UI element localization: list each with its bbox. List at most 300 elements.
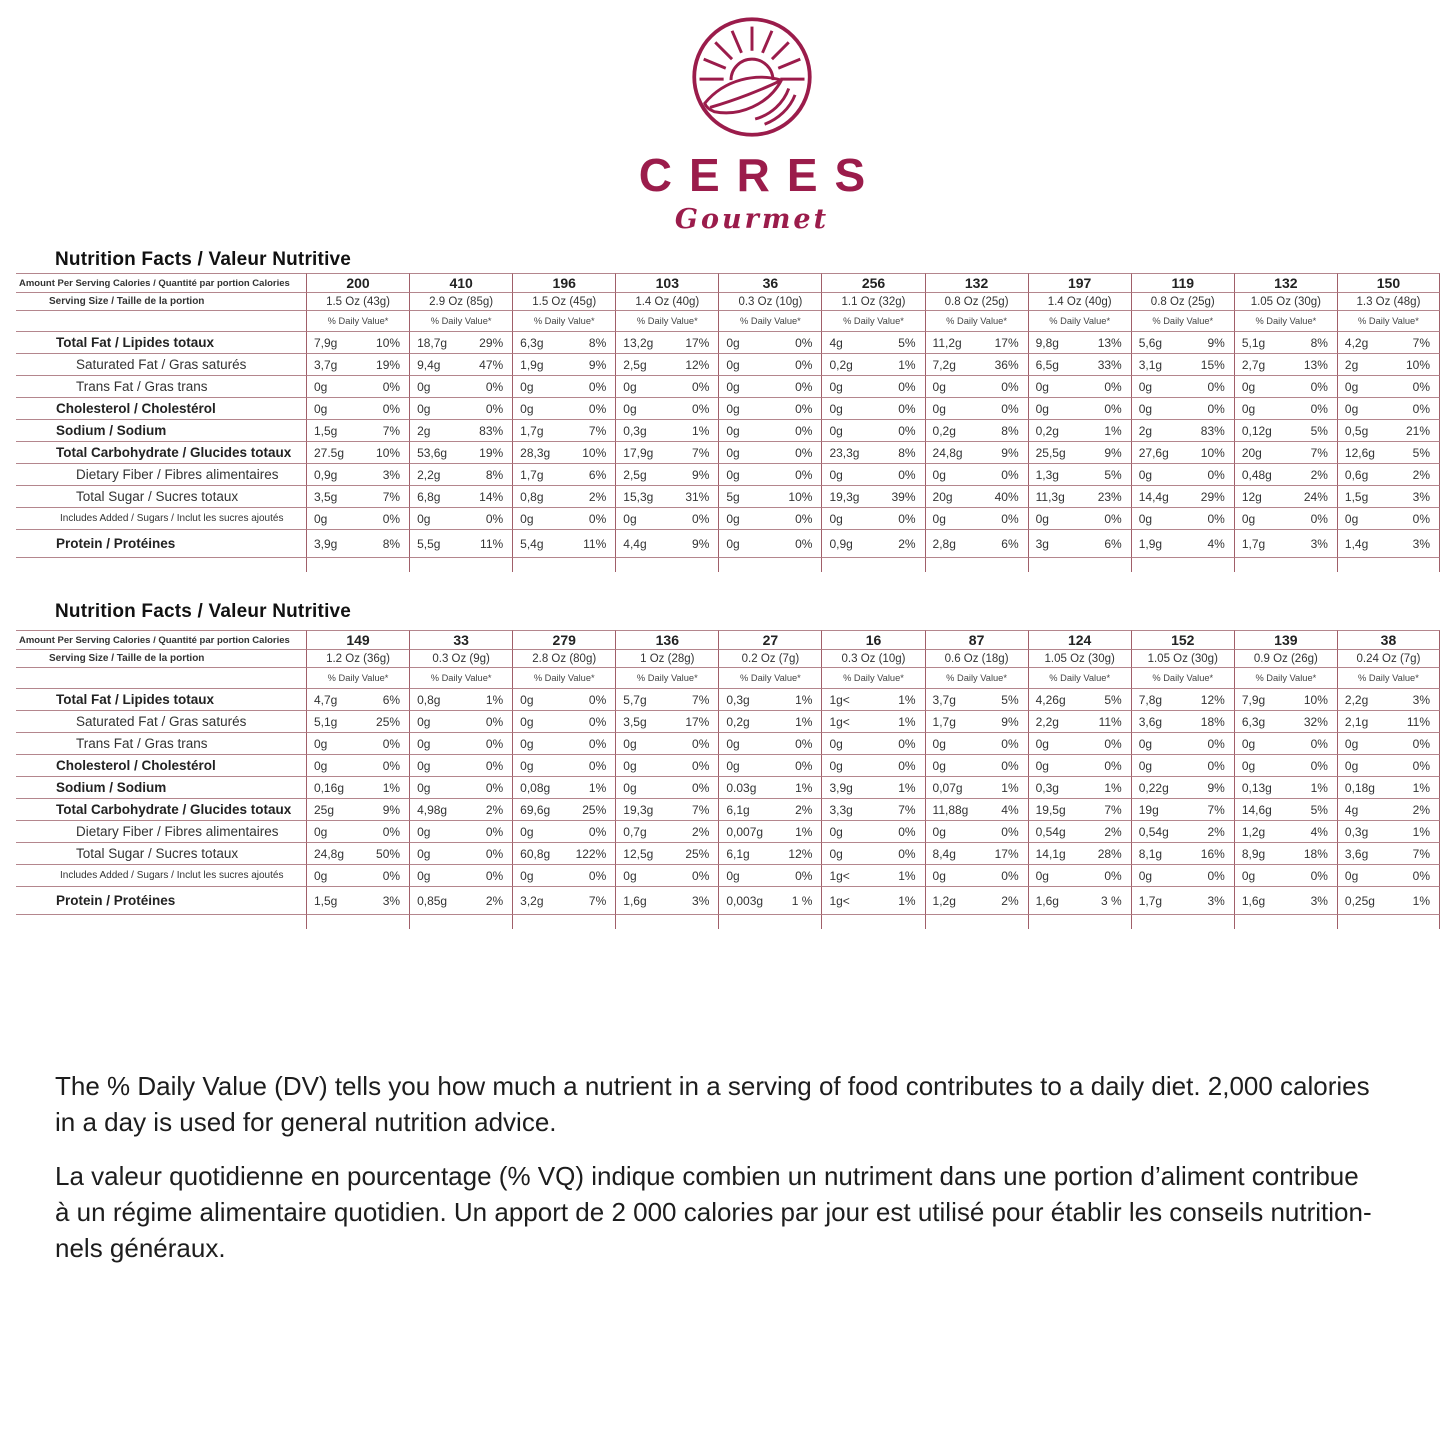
- daily-value-label: % Daily Value*: [1234, 668, 1337, 689]
- calories-row-label: Amount Per Serving Calories / Quantité par portion Calories: [16, 273, 306, 293]
- nutrient-value-cell: [512, 376, 615, 398]
- nutrient-amount: 0g: [417, 780, 431, 795]
- nutrient-value-cell: [1234, 398, 1337, 420]
- nutrient-percent: 10%: [1405, 357, 1430, 372]
- nutrient-value-cell: [409, 464, 512, 486]
- nutrient-value-cell: [1234, 887, 1337, 915]
- table-bottom-spacer: [1028, 915, 1131, 929]
- calories-value: 119: [1131, 273, 1234, 293]
- nutrient-percent: 17%: [994, 335, 1019, 350]
- serving-size: 0.24 Oz (7g): [1337, 650, 1440, 668]
- nutrient-value-cell: [409, 865, 512, 887]
- nutrient-value-cell: [925, 442, 1028, 464]
- nutrient-percent: 10%: [582, 445, 607, 460]
- calories-value: 279: [512, 630, 615, 650]
- nutrient-percent: 1%: [485, 692, 504, 707]
- nutrient-amount: 0,3g: [623, 423, 647, 438]
- nutrient-amount: 5,6g: [1138, 335, 1163, 350]
- nutrition-table-2: [16, 630, 1440, 929]
- serving-size: 0.8 Oz (25g): [1131, 293, 1234, 311]
- nutrient-value-cell: [1337, 530, 1440, 558]
- nutrient-amount: 3g: [1035, 536, 1049, 551]
- nutrient-amount: 0g: [1344, 379, 1359, 394]
- serving-size: 0.2 Oz (7g): [718, 650, 821, 668]
- nutrient-amount: 1,2g: [932, 893, 956, 908]
- nutrient-label: Dietary Fiber / Fibres alimentaires: [16, 821, 306, 843]
- nutrient-amount: 0g: [1035, 758, 1049, 773]
- nutrient-amount: 1,5g: [1344, 489, 1369, 504]
- daily-value-label: % Daily Value*: [925, 311, 1028, 332]
- nutrient-percent: 19%: [376, 357, 401, 372]
- nutrient-value-cell: [615, 777, 718, 799]
- nutrient-percent: 0%: [382, 379, 401, 394]
- nutrient-percent: 0%: [1207, 467, 1225, 482]
- nutrient-value-cell: [306, 464, 409, 486]
- nutrient-value-cell: [615, 755, 718, 777]
- nutrient-amount: 0g: [520, 401, 534, 416]
- daily-value-label: % Daily Value*: [409, 668, 512, 689]
- nutrient-amount: 14,1g: [1035, 846, 1066, 861]
- nutrient-percent: 2%: [898, 536, 916, 551]
- calories-value: 200: [306, 273, 409, 293]
- nutrient-percent: 17%: [994, 846, 1019, 861]
- nutrient-value-cell: [1234, 865, 1337, 887]
- nutrient-value-cell: [925, 332, 1028, 354]
- nutrient-amount: 0g: [623, 780, 637, 795]
- nutrient-value-cell: [409, 442, 512, 464]
- daily-value-label: % Daily Value*: [718, 668, 821, 689]
- nutrient-value-cell: [1337, 733, 1440, 755]
- serving-size: 0.3 Oz (10g): [718, 293, 821, 311]
- nutrient-amount: 0g: [1138, 868, 1153, 883]
- nutrient-percent: 0%: [1207, 379, 1225, 394]
- nutrient-value-cell: [306, 442, 409, 464]
- nutrient-amount: 20g: [1241, 445, 1262, 460]
- nutrient-percent: 3%: [1310, 536, 1328, 551]
- nutrient-value-cell: [1131, 865, 1234, 887]
- nutrient-amount: 1,7g: [1241, 536, 1266, 551]
- nutrient-amount: 2,5g: [623, 357, 647, 372]
- daily-value-row-spacer: [16, 668, 306, 689]
- nutrient-value-cell: [306, 865, 409, 887]
- nutrient-amount: 0g: [520, 379, 534, 394]
- nutrient-amount: 0g: [520, 736, 534, 751]
- nutrient-percent: 0%: [588, 824, 607, 839]
- nutrient-percent: 9%: [1207, 335, 1225, 350]
- nutrient-percent: 1%: [1104, 780, 1122, 795]
- nutrient-value-cell: [512, 420, 615, 442]
- nutrient-amount: 3,6g: [1138, 714, 1163, 729]
- nutrient-percent: 0%: [1310, 511, 1328, 526]
- nutrient-value-cell: [306, 821, 409, 843]
- nutrient-percent: 0%: [1104, 511, 1122, 526]
- nutrient-value-cell: [1337, 865, 1440, 887]
- nutrient-percent: 10%: [376, 445, 401, 460]
- nutrient-amount: 0g: [1035, 736, 1049, 751]
- daily-value-label: % Daily Value*: [1337, 668, 1440, 689]
- nutrient-percent: 0%: [1412, 379, 1430, 394]
- nutrient-value-cell: [1131, 354, 1234, 376]
- nutrient-amount: 1,5g: [314, 423, 338, 438]
- nutrient-amount: 0g: [520, 758, 534, 773]
- nutrient-percent: 1 %: [791, 893, 813, 908]
- nutrient-percent: 5%: [1104, 692, 1122, 707]
- nutrient-amount: 0g: [1035, 868, 1049, 883]
- nutrient-value-cell: [1028, 689, 1131, 711]
- nutrient-amount: 0,07g: [932, 780, 963, 795]
- nutrient-amount: 0g: [520, 511, 534, 526]
- nutrient-percent: 0%: [898, 467, 916, 482]
- nutrient-percent: 1%: [692, 423, 710, 438]
- nutrient-percent: 31%: [685, 489, 710, 504]
- nutrient-value-cell: [821, 733, 924, 755]
- nutrient-value-cell: [821, 843, 924, 865]
- nutrient-amount: 0g: [1241, 401, 1256, 416]
- table-bottom-spacer: [1234, 915, 1337, 929]
- nutrient-percent: 25%: [685, 846, 710, 861]
- nutrient-amount: 0,13g: [1241, 780, 1272, 795]
- nutrient-amount: 0g: [726, 536, 740, 551]
- nutrient-percent: 0%: [588, 511, 607, 526]
- nutrient-percent: 7%: [1310, 445, 1328, 460]
- nutrient-amount: 24,8g: [314, 846, 345, 861]
- nutrient-percent: 7%: [382, 423, 401, 438]
- nutrient-value-cell: [615, 354, 718, 376]
- nutrient-value-cell: [409, 843, 512, 865]
- nutrient-amount: 7,2g: [932, 357, 956, 372]
- nutrient-value-cell: [409, 420, 512, 442]
- nutrient-percent: 0%: [485, 824, 504, 839]
- nutrient-percent: 2%: [795, 802, 813, 817]
- nutrient-value-cell: [512, 442, 615, 464]
- nutrient-amount: 0g: [726, 401, 740, 416]
- calories-value: 149: [306, 630, 409, 650]
- nutrient-percent: 36%: [994, 357, 1019, 372]
- nutrient-amount: 0,003g: [726, 893, 764, 908]
- nutrient-amount: 0,18g: [1344, 780, 1375, 795]
- nutrient-label: Cholesterol / Cholestérol: [16, 398, 306, 420]
- nutrient-amount: 12,5g: [623, 846, 654, 861]
- nutrient-percent: 28%: [1097, 846, 1122, 861]
- nutrient-amount: 0g: [1138, 379, 1153, 394]
- nutrient-value-cell: [718, 420, 821, 442]
- nutrient-percent: 0%: [795, 536, 813, 551]
- nutrient-amount: 0g: [314, 736, 328, 751]
- nutrient-amount: 0g: [1138, 511, 1153, 526]
- nutrient-amount: 0g: [314, 868, 328, 883]
- serving-size: 0.9 Oz (26g): [1234, 650, 1337, 668]
- nutrient-value-cell: [1337, 843, 1440, 865]
- brand-name: CERES: [638, 149, 883, 201]
- daily-value-label: % Daily Value*: [1131, 668, 1234, 689]
- calories-value: 103: [615, 273, 718, 293]
- nutrient-value-cell: [512, 843, 615, 865]
- nutrient-value-cell: [1028, 530, 1131, 558]
- nutrient-percent: 17%: [685, 335, 710, 350]
- nutrient-amount: 0g: [314, 379, 328, 394]
- nutrient-amount: 0,54g: [1138, 824, 1169, 839]
- nutrient-value-cell: [925, 799, 1028, 821]
- calories-value: 150: [1337, 273, 1440, 293]
- nutrient-value-cell: [718, 354, 821, 376]
- sun-over-field-logo-icon: [689, 14, 815, 140]
- nutrient-amount: 7,8g: [1138, 692, 1163, 707]
- nutrient-value-cell: [718, 711, 821, 733]
- nutrient-percent: 0%: [692, 379, 710, 394]
- nutrient-label: Includes Added / Sugars / Inclut les sucres ajoutés: [16, 865, 306, 887]
- nutrient-amount: 0,7g: [623, 824, 647, 839]
- nutrient-amount: 1,6g: [623, 893, 647, 908]
- nutrient-amount: 0,8g: [520, 489, 544, 504]
- nutrient-value-cell: [1234, 843, 1337, 865]
- nutrient-percent: 0%: [898, 758, 916, 773]
- nutrient-amount: 0g: [1138, 736, 1153, 751]
- nutrient-percent: 2%: [485, 893, 504, 908]
- nutrient-percent: 10%: [788, 489, 813, 504]
- nutrient-amount: 0g: [829, 824, 843, 839]
- nutrient-value-cell: [1028, 865, 1131, 887]
- nutrient-value-cell: [615, 508, 718, 530]
- table-bottom-spacer: [409, 558, 512, 572]
- nutrient-percent: 3%: [382, 893, 401, 908]
- nutrient-amount: 0g: [1035, 401, 1049, 416]
- nutrient-amount: 9,4g: [417, 357, 441, 372]
- nutrient-amount: 0g: [1241, 511, 1256, 526]
- nutrient-amount: 18,7g: [417, 335, 448, 350]
- nutrient-label: Sodium / Sodium: [16, 777, 306, 799]
- nutrient-label: Total Fat / Lipides totaux: [16, 332, 306, 354]
- nutrient-percent: 12%: [685, 357, 710, 372]
- serving-size: 1.2 Oz (36g): [306, 650, 409, 668]
- nutrient-percent: 3%: [1412, 536, 1430, 551]
- nutrient-percent: 25%: [376, 714, 401, 729]
- nutrient-percent: 14%: [479, 489, 504, 504]
- nutrient-amount: 0g: [520, 692, 534, 707]
- table-bottom-spacer: [718, 915, 821, 929]
- nutrient-amount: 0g: [314, 401, 328, 416]
- nutrient-amount: 0g: [829, 846, 843, 861]
- nutrient-value-cell: [1234, 354, 1337, 376]
- daily-value-label: % Daily Value*: [512, 311, 615, 332]
- nutrient-value-cell: [1131, 442, 1234, 464]
- nutrient-percent: 2%: [1412, 467, 1430, 482]
- nutrient-amount: 8,4g: [932, 846, 956, 861]
- nutrient-value-cell: [1337, 420, 1440, 442]
- nutrient-percent: 0%: [1310, 758, 1328, 773]
- nutrient-value-cell: [1337, 464, 1440, 486]
- nutrient-amount: 5,5g: [417, 536, 441, 551]
- nutrient-value-cell: [821, 332, 924, 354]
- nutrient-value-cell: [512, 755, 615, 777]
- daily-value-label: % Daily Value*: [409, 311, 512, 332]
- brand: [592, 14, 912, 235]
- nutrient-percent: 0%: [485, 511, 504, 526]
- nutrient-value-cell: [821, 777, 924, 799]
- nutrient-percent: 9%: [1207, 780, 1225, 795]
- footer-en-line1: The % Daily Value (DV) tells you how much a nutrient in a serving of food contributes to a daily diet. 2,000 calories: [55, 1071, 1370, 1101]
- nutrient-percent: 6%: [1001, 536, 1019, 551]
- nutrient-percent: 0%: [1001, 467, 1019, 482]
- nutrient-percent: 0%: [692, 736, 710, 751]
- table-bottom-spacer: [306, 915, 409, 929]
- nutrient-value-cell: [718, 530, 821, 558]
- table-bottom-spacer: [1337, 915, 1440, 929]
- nutrient-amount: 3,7g: [314, 357, 338, 372]
- serving-size: 1.05 Oz (30g): [1131, 650, 1234, 668]
- table-bottom-spacer: [1028, 558, 1131, 572]
- nutrient-amount: 0g: [1344, 758, 1359, 773]
- nutrient-value-cell: [615, 843, 718, 865]
- nutrient-percent: 1%: [1310, 780, 1328, 795]
- nutrient-value-cell: [615, 821, 718, 843]
- nutrient-percent: 3%: [1412, 692, 1430, 707]
- nutrient-value-cell: [821, 887, 924, 915]
- nutrient-value-cell: [925, 508, 1028, 530]
- serving-size: 1.5 Oz (43g): [306, 293, 409, 311]
- nutrient-value-cell: [821, 398, 924, 420]
- nutrient-amount: 1,9g: [1138, 536, 1163, 551]
- table-bottom-spacer: [16, 558, 306, 572]
- nutrient-amount: 7,9g: [314, 335, 338, 350]
- nutrient-amount: 3,3g: [829, 802, 853, 817]
- nutrient-value-cell: [615, 689, 718, 711]
- nutrient-value-cell: [821, 354, 924, 376]
- nutrient-amount: 19g: [1138, 802, 1159, 817]
- nutrient-amount: 0g: [623, 511, 637, 526]
- nutrient-value-cell: [1131, 530, 1234, 558]
- nutrient-amount: 0,6g: [1344, 467, 1369, 482]
- nutrient-value-cell: [1131, 711, 1234, 733]
- nutrient-amount: 3,7g: [932, 692, 956, 707]
- nutrient-value-cell: [1337, 799, 1440, 821]
- nutrient-percent: 8%: [1001, 423, 1019, 438]
- nutrient-amount: 1g<: [829, 868, 850, 883]
- nutrient-value-cell: [718, 689, 821, 711]
- daily-value-label: % Daily Value*: [821, 311, 924, 332]
- serving-size: 1.05 Oz (30g): [1028, 650, 1131, 668]
- nutrient-percent: 6%: [382, 692, 401, 707]
- nutrient-value-cell: [306, 887, 409, 915]
- nutrient-percent: 122%: [575, 846, 607, 861]
- nutrient-percent: 0%: [795, 379, 813, 394]
- nutrient-amount: 2,2g: [1344, 692, 1369, 707]
- nutrient-value-cell: [718, 508, 821, 530]
- nutrient-percent: 12%: [1200, 692, 1225, 707]
- serving-size: 2.9 Oz (85g): [409, 293, 512, 311]
- nutrient-value-cell: [306, 486, 409, 508]
- nutrient-amount: 8,9g: [1241, 846, 1266, 861]
- footer-english: [55, 1068, 1395, 1140]
- nutrient-value-cell: [1028, 843, 1131, 865]
- nutrient-amount: 0g: [1138, 401, 1153, 416]
- calories-value: 410: [409, 273, 512, 293]
- nutrient-amount: 11,88g: [932, 802, 969, 817]
- nutrient-percent: 0%: [1310, 868, 1328, 883]
- nutrient-amount: 5g: [726, 489, 740, 504]
- nutrient-percent: 18%: [1200, 714, 1225, 729]
- nutrient-percent: 24%: [1303, 489, 1328, 504]
- nutrient-percent: 9%: [1001, 714, 1019, 729]
- nutrient-amount: 6,5g: [1035, 357, 1059, 372]
- nutrient-percent: 7%: [898, 802, 916, 817]
- nutrient-value-cell: [306, 843, 409, 865]
- nutrient-amount: 0g: [829, 379, 843, 394]
- nutrient-value-cell: [409, 376, 512, 398]
- nutrient-value-cell: [821, 464, 924, 486]
- nutrient-amount: 1g<: [829, 714, 850, 729]
- nutrient-value-cell: [615, 887, 718, 915]
- nutrient-percent: 0%: [1412, 758, 1430, 773]
- nutrient-amount: 0,9g: [314, 467, 338, 482]
- nutrient-value-cell: [821, 755, 924, 777]
- nutrient-amount: 6,8g: [417, 489, 441, 504]
- nutrient-value-cell: [925, 865, 1028, 887]
- nutrient-percent: 9%: [692, 536, 710, 551]
- nutrient-value-cell: [1131, 755, 1234, 777]
- nutrient-percent: 0%: [1412, 868, 1430, 883]
- nutrient-amount: 2,8g: [932, 536, 956, 551]
- nutrient-percent: 1%: [382, 780, 401, 795]
- nutrient-percent: 0%: [485, 736, 504, 751]
- nutrient-amount: 2,2g: [1035, 714, 1059, 729]
- nutrient-amount: 6,3g: [520, 335, 544, 350]
- nutrient-amount: 27.5g: [314, 445, 345, 460]
- nutrient-percent: 0%: [382, 868, 401, 883]
- nutrient-amount: 0g: [1241, 379, 1256, 394]
- nutrient-value-cell: [925, 398, 1028, 420]
- nutrient-value-cell: [1028, 755, 1131, 777]
- serving-size: 1 Oz (28g): [615, 650, 718, 668]
- nutrient-amount: 1,9g: [520, 357, 544, 372]
- nutrient-amount: 0g: [726, 445, 740, 460]
- nutrient-value-cell: [409, 755, 512, 777]
- nutrient-value-cell: [409, 486, 512, 508]
- nutrient-value-cell: [306, 354, 409, 376]
- nutrient-amount: 0,007g: [726, 824, 764, 839]
- daily-value-label: % Daily Value*: [1131, 311, 1234, 332]
- nutrient-amount: 0g: [829, 511, 843, 526]
- nutrient-value-cell: [718, 398, 821, 420]
- nutrient-amount: 0,54g: [1035, 824, 1066, 839]
- nutrient-percent: 0%: [1412, 736, 1430, 751]
- nutrient-value-cell: [925, 376, 1028, 398]
- calories-value: 152: [1131, 630, 1234, 650]
- nutrient-percent: 0%: [692, 780, 710, 795]
- nutrient-value-cell: [615, 865, 718, 887]
- nutrient-value-cell: [306, 799, 409, 821]
- calories-value: 33: [409, 630, 512, 650]
- calories-row-label: Amount Per Serving Calories / Quantité par portion Calories: [16, 630, 306, 650]
- nutrient-amount: 0,2g: [932, 423, 956, 438]
- nutrient-percent: 0%: [898, 736, 916, 751]
- nutrient-percent: 4%: [1001, 802, 1019, 817]
- nutrient-amount: 19,3g: [829, 489, 860, 504]
- nutrient-value-cell: [512, 887, 615, 915]
- nutrient-amount: 0g: [623, 401, 637, 416]
- nutrient-percent: 11%: [583, 536, 607, 551]
- nutrient-value-cell: [1131, 843, 1234, 865]
- nutrient-percent: 0%: [1104, 868, 1122, 883]
- nutrient-percent: 0%: [588, 736, 607, 751]
- nutrient-value-cell: [409, 354, 512, 376]
- nutrient-value-cell: [821, 689, 924, 711]
- nutrient-value-cell: [1028, 887, 1131, 915]
- nutrient-amount: 4,4g: [623, 536, 647, 551]
- nutrient-amount: 0,22g: [1138, 780, 1169, 795]
- nutrient-percent: 1%: [898, 357, 916, 372]
- nutrient-percent: 1%: [1104, 423, 1122, 438]
- nutrient-amount: 0g: [417, 758, 431, 773]
